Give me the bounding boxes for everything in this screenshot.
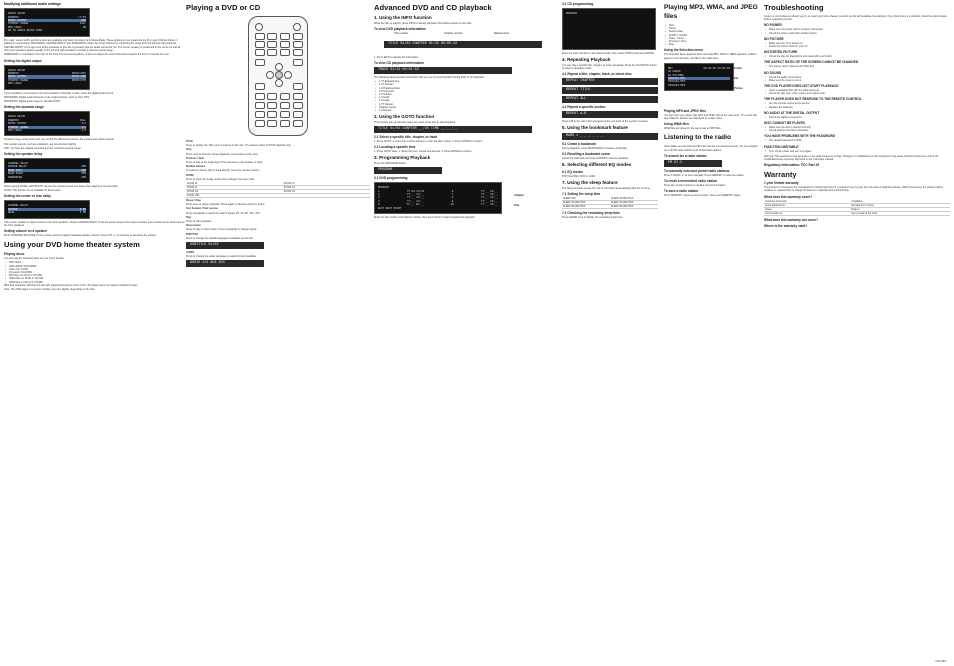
play-button[interactable]: [255, 102, 265, 109]
list-item: • 1-8 Repeat: [374, 109, 562, 112]
list-item: • Check the power outlet with another device.: [764, 32, 950, 35]
list-item: • 1-8 Audio: [374, 96, 562, 99]
trouble-heading: NO AUDIO AT THE DIGITAL OUTPUT: [764, 110, 820, 115]
trouble-heading: THE PLAYER DOES NOT RESPOND TO THE REMOTE CONTROL: [764, 97, 862, 102]
screen-title: MP3 00:00:32 00:03:40: [668, 66, 730, 70]
paragraph: The Sleep function causes the unit to shut down automatically after the set time.: [562, 186, 651, 190]
list-item: • Replace the batteries.: [764, 106, 950, 109]
item-text: Number buttons: [186, 165, 206, 169]
paragraph: Note: Make sure the FM and AM antennas are connected correctly. You can program up to 30 FM radio stations and 10 AM radio stations.: [664, 145, 759, 152]
screen-row: SPDIF OUTPUT RAW: [8, 19, 86, 23]
fast-forward-button[interactable]: [293, 93, 303, 100]
number-button[interactable]: [280, 41, 290, 48]
list-item: • Play: [664, 43, 760, 46]
mp3-screen: [664, 63, 734, 91]
list-item: • The default password is 0000.: [764, 139, 950, 142]
cd-program-screen: [562, 8, 656, 50]
subheading: 7. Using the sleep feature: [562, 180, 618, 186]
screen-title: CHANNEL DELAY: [8, 204, 29, 208]
subheading: To save a radio station: [664, 189, 699, 194]
subheading: Using the Selection menu: [664, 48, 703, 53]
program-row: 1 TT:01 CH:01 6 TT:__ CH:__: [378, 189, 498, 193]
item-text: Play: [186, 215, 192, 219]
item-text: Stop: [186, 148, 192, 152]
menu-button[interactable]: [293, 59, 303, 66]
repeat-osd: REPEAT ALL: [562, 96, 658, 103]
section-title: Troubleshooting: [764, 3, 824, 12]
program-row: 2 TT:__ CH:__ 7 TT:__ CH:__: [378, 193, 498, 197]
subheading: Where is the warranty valid?: [764, 223, 808, 228]
table-row: SLEEP OFF SLEEP 15 MINUTES: [562, 197, 658, 201]
subheading: 2.1 Select a specific title, chapter, or track: [374, 135, 438, 140]
file-row: TRACK01.MP3: [668, 77, 730, 80]
sub-column-mp3: [664, 0, 760, 666]
list-item: • Previous / Next: [664, 40, 760, 43]
screen-title: PROGRAM: [378, 186, 389, 190]
coverage-table: [764, 200, 950, 216]
subheading: To view DVD playback information: [374, 26, 427, 31]
subheading: To search for a radio station: [664, 153, 707, 158]
paragraph: Note: The DVD player's on screen display may vary slightly depending on the disc.: [4, 288, 96, 292]
trouble-heading: DISTORTED PICTURE: [764, 50, 798, 55]
paragraph: Press the number buttons to recall a memorized station.: [664, 184, 726, 188]
list-item: • Stop: [664, 24, 760, 27]
subheading: 2. Using the GOTO function: [374, 114, 435, 120]
title-button[interactable]: [255, 59, 265, 66]
item-text: Press once to pause playback. Press again to advance frame by frame.: [186, 203, 266, 207]
pause-button[interactable]: [267, 102, 277, 109]
paragraph: You can play a specific title, chapter, or track repeatedly. Press the PLAYBACK button to select a repeating mode.: [562, 63, 658, 70]
list-item: • Check the disc type, color system and region code.: [764, 92, 950, 95]
list-item: • MP3 files on CD-R or CD-RW: [4, 274, 186, 277]
section-title: Playing MP3, WMA, and JPEG files: [664, 4, 758, 20]
subheading: What does this warranty cover?: [764, 194, 813, 199]
screen-row: DYNAMIC RANGE 1/2: [8, 125, 86, 129]
dvd-info-figure: [374, 32, 562, 56]
list-item: • Video CD, SVCD: [4, 268, 186, 271]
zoom-table: [186, 182, 370, 198]
paragraph: If your amplifier is connected to the home theater's COAXIAL socket, select the digital audio format.: [4, 91, 114, 95]
column-troubleshooting: [764, 0, 950, 666]
screen-row: CENTER DELAY 0MS: [8, 165, 86, 169]
table-row: ZOOM 1/3 ZOOM 1/4: [186, 190, 370, 194]
list-item: • DVD+R/RW, DVD-R/RW: [4, 265, 186, 268]
list-item: • 1-CH Remain: [374, 90, 562, 93]
dvd-info-osd: TITLE 01/02 CHAPTER 01/25 00:05:42: [384, 41, 542, 48]
file-label: File: [734, 76, 739, 80]
screen-row: REAR RIGHT 0MS: [8, 172, 86, 176]
bookmark-osd: MARK 1 _ _ _ _ _ _: [562, 133, 658, 140]
eq-modes: POP, CLASSIC, ROCK, JAZZ: [562, 175, 596, 178]
title-number-label: Title number: [394, 31, 409, 35]
column-repeat-and-mp3: [562, 0, 760, 666]
list-item: • WMA files on CD-R or CD-RW: [4, 281, 186, 284]
list-item: • 1-8 Subtitle: [374, 93, 562, 96]
nav-left-button[interactable]: [266, 71, 274, 79]
number-button[interactable]: [255, 41, 265, 48]
program-row: 5 TT:__ CH:__ 10 TT:__ CH:__: [378, 203, 498, 207]
sleep-table: [562, 197, 658, 209]
speaker-delay-screen: [4, 158, 90, 183]
paragraph: MP3 files should be 128 kbps bit rate with sampling frequency of 44.1 kHz. The player does not support variable bit rates.: [4, 283, 139, 287]
section-title: Listening to the radio: [664, 134, 732, 142]
screen-row: CENTER 0 MS: [8, 207, 86, 211]
item-text: Press to change the audio language or audio format if available.: [186, 255, 257, 259]
program-row: 4 TT:__ CH:__ 9 TT:__ CH:__: [378, 199, 498, 203]
nav-right-button[interactable]: [284, 71, 292, 79]
screen-row: SPDIF OUTPUT SPDIF/RAW: [8, 75, 86, 79]
item-text: Press once to stop the current playback. Press twice to fully stop.: [186, 152, 259, 156]
item-text: Previous / Next: [186, 156, 205, 160]
goto-button[interactable]: [267, 111, 277, 118]
center-delay-screen: [4, 200, 90, 218]
cd-info-osd: TRACK 01/12 00:01:53: [374, 67, 512, 74]
column-advanced-playback: [374, 0, 562, 666]
list-item: • ZOOM / CLEAR: [664, 34, 760, 37]
item-text: Pause / Step: [186, 199, 201, 203]
nav-up-button[interactable]: [275, 63, 283, 71]
volume-up-button[interactable]: [293, 120, 303, 127]
paragraph: During playback, press BOOKMARK to create a bookmark.: [562, 147, 628, 150]
paragraph: SPDIF/PCM: Digital audio output in standard PCM.: [4, 100, 61, 104]
list-item: • 1-8 Angle: [374, 99, 562, 102]
screen-row: PRO LOGIC: [8, 82, 23, 86]
info-button[interactable]: [293, 83, 303, 90]
file-row: TRACK03.MP3: [668, 83, 686, 87]
screen-footer: GO TO AUDIO SETUP PAGE: [8, 29, 43, 33]
program-row: 3 TT:__ CH:__ 8 TT:__ CH:__: [378, 196, 498, 200]
item-text: Slow motion: [186, 224, 201, 228]
item-text: To select a chapter, title or track directly, press the number buttons.: [186, 169, 261, 173]
table-row: Commercial use Set-up costs of the units: [764, 211, 950, 215]
trouble-heading: YOU HAVE PROBLEMS WITH THE PASSWORD: [764, 134, 836, 139]
screen-title: AUDIO SETUP: [8, 115, 26, 119]
paragraph: You can have your player play MP3 and JPEG files at the same time. The music will play while the pictures are displayed as a slide show.: [664, 113, 758, 121]
column-audio-settings: [4, 0, 186, 666]
list-item: • 1-TT Elapsed time: [374, 80, 562, 83]
trouble-heading: THE ASPECT RATIO OF THE SCREEN CANNOT BE CHANGED: [764, 60, 859, 65]
screen-row: DOWNMIX SPDIF/OFF: [8, 72, 86, 76]
paragraph: If the center speaker is placed closer to the front speakers, choose CENTER DELAY to set the center delay so the sound reaches your position at the same time as the front speakers.: [4, 220, 186, 227]
subheading: 1. Using the INFO function: [374, 15, 432, 20]
paragraph: Press MEMORY, select a preset number, then press MEMORY again.: [664, 194, 742, 198]
subheading: 1 year limited warranty: [764, 181, 799, 186]
file-row: 01 AUDIO: [668, 70, 681, 74]
list-item: • Check the digital connections.: [764, 116, 950, 119]
paragraph: 1. Press GOTO. 2. Press the number buttons to enter the title number. 3. Press ENTER to confirm.: [374, 140, 484, 144]
item-text: Press repeatedly to select the search speed: 2X, 4X, 8X, 16X, 32X.: [186, 211, 261, 215]
trouble-heading: NO SOUND: [764, 70, 782, 75]
list-item: • Open / Close: [664, 37, 760, 40]
trouble-heading: NO PICTURE: [764, 36, 784, 41]
number-button[interactable]: [255, 33, 265, 40]
screen-row: DYNAMIC RANGE SPDIF/PCM: [8, 78, 86, 82]
subheading: 2.2 Locating a specific time: [374, 145, 416, 150]
paragraph: Select among NONE, LEFT/RIGHT, and set the desired sound and delay when playing a surround disc.: [4, 184, 119, 188]
item-text: TITLE: [186, 140, 193, 143]
list-item: • Make sure the mute is not on.: [764, 79, 950, 82]
number-button[interactable]: [255, 49, 265, 56]
paragraph: The following table provides information that you see by pressing INFO during DVD or CD playback:: [374, 76, 485, 79]
list-item: • Make sure the TV is turned on.: [764, 42, 950, 45]
subheading: 7.2 Checking the remaining sleep time: [562, 211, 620, 215]
page-reference: OD-054: [935, 659, 946, 663]
trouble-heading: DISC CANNOT BE PLAYED: [764, 121, 805, 126]
subheading: Setting the dynamic range: [4, 105, 44, 110]
table-row: SLEEP 30 MINUTES SLEEP 45 MINUTES: [562, 201, 658, 205]
open-close-button[interactable]: [293, 23, 301, 31]
paragraph: This function lets you directly select any point of the disc to start playback.: [374, 120, 456, 124]
paragraph: Dynamic range compression lets you control the difference between the loudest and softest sounds.: [4, 138, 115, 142]
file-row: TRACK02.MP3: [668, 80, 686, 84]
paragraph: OFF: You hear the original soundtrack at the recorded dynamic range.: [4, 146, 82, 150]
screen-row: REAR LEFT 0MS: [8, 168, 86, 172]
item-text: Press to play in slow motion. Press repeatedly to change speed.: [186, 228, 258, 232]
screen-row: SUBWOOFER 0MS: [8, 175, 86, 179]
list-item: • DVD Video: [4, 261, 186, 264]
audio-osd: AUDIO 1/2 AC3 2CH: [186, 260, 264, 267]
paragraph: Pro Logic, center width, and dimension are available only when the player is in Movie Mode. These options let you customize the Pro Logic II Movie Mode. In addition to customizing, PANORAMA, CENTER WIDTH, and DIMENSION create the center channel by combining the audio from the left and right channels.: [4, 38, 179, 45]
program-osd: PROGRAM: [374, 167, 442, 174]
stop-button[interactable]: [280, 102, 290, 109]
number-button[interactable]: [267, 33, 277, 40]
screen-row: DOWNMIX LT/RT: [8, 15, 86, 19]
number-button[interactable]: [280, 33, 290, 40]
program-screen: [374, 182, 502, 214]
repeat-osd: REPEAT CHAPTER: [562, 78, 658, 85]
repeat-button[interactable]: [280, 111, 290, 118]
paragraph: NOTE: This function is not available on Mono discs.: [4, 189, 62, 193]
item-text: ZOOM: [186, 173, 194, 177]
slow-button[interactable]: [293, 102, 303, 109]
list-item: • Insert a readable disc with the label facing up.: [764, 89, 950, 92]
audio-setup-screen: [4, 8, 90, 36]
radio-osd: FM 87.5: [664, 160, 722, 167]
next-button[interactable]: [267, 93, 277, 100]
nav-down-button[interactable]: [275, 79, 283, 87]
folder-label: Folder: [734, 66, 742, 70]
list-item: • 1-TT Remain: [374, 83, 562, 86]
paragraph: This product is covered by the manufacturer's limited warranty for a period of one (1) year from the date of original purchase. Within this period, the product will be repaired or replaced free of charge for defects in materials and workmanship.: [764, 186, 944, 193]
section-title: Advanced DVD and CD playback: [374, 3, 492, 12]
paragraph: You can play the following discs on your home theater:: [4, 257, 65, 261]
paragraph: The Selection Menu appears when inserting MP3, WMA or JPEG playback. Folders appear in the left pane, and files in the right pane.: [664, 53, 758, 60]
item-text: Fast forward / Fast reverse: [186, 207, 218, 211]
prev-button[interactable]: [255, 93, 265, 100]
subheading: 4.1 Repeat a title, chapter, track, or whole disc: [562, 72, 632, 77]
paragraph: Press SLEEP once to display the remaining sleep time.: [562, 216, 624, 219]
zoom-button[interactable]: [255, 111, 265, 118]
subheading: 5. Using the bookmark feature: [562, 125, 628, 131]
subheading: 3. Programming Playback: [374, 155, 431, 161]
screen-title: CHANNEL DELAY: [8, 161, 29, 165]
mp3-figure: [664, 61, 760, 107]
list-item: • Make sure the power cord is properly connected.: [764, 28, 950, 31]
program-figure: [374, 182, 562, 214]
screen-title: PROGRAM: [566, 12, 577, 15]
repeat-osd: REPEAT TITLE: [562, 87, 658, 94]
remote-control-illustration: [248, 16, 308, 136]
subheading: Using WMA files: [664, 122, 689, 127]
paragraph: Select the bookmark and press ENTER to resume playback.: [562, 157, 629, 161]
subheading: Setting the digital output: [4, 58, 42, 63]
trouble-heading: THE DVD PLAYER DOES NOT START PLAYBACK: [764, 84, 839, 89]
list-item: • The aspect ratio is fixed on the DVD disc.: [764, 65, 950, 68]
dynamic-range-screen: [4, 111, 90, 136]
subheading: Regulatory Information: FCC Part 15: [764, 163, 820, 168]
subheading: Playing discs: [4, 252, 25, 257]
picture-label: Picture: [734, 86, 743, 90]
screen-footer: EXIT NEXT START: [378, 206, 402, 210]
enter-button[interactable]: [275, 71, 283, 79]
file-row: 02 PICTURE: [668, 73, 684, 77]
section-title: Using your DVD home theater system: [4, 240, 140, 250]
digital-output-screen: [4, 65, 90, 90]
trouble-heading: FUNCTION UNSTABLE: [764, 144, 799, 149]
table-row: ZOOM OFF: [186, 194, 370, 198]
item-text: Press to change the subtitle language if available on the disc.: [186, 236, 254, 240]
paragraph: Enter the track numbers in the desired order, then select START and press ENTER.: [562, 52, 655, 55]
table-row: Setup adjustments Damage from misuse: [764, 203, 950, 207]
volume-down-button[interactable]: [280, 120, 290, 127]
subheading: Setting volume on a speaker: [4, 229, 48, 233]
screen-row: SPDIF OUTPUT 3/4: [8, 122, 86, 126]
number-button[interactable]: [267, 49, 277, 56]
subheading: 3.1 DVD programming: [374, 176, 408, 181]
elapsed-time-label: Elapsed time: [494, 31, 509, 35]
table-row: Abuse Neglect: [764, 207, 950, 211]
item-text: AUDIO: [186, 251, 195, 255]
chapter-label: Chapter: [514, 194, 524, 198]
number-button[interactable]: [267, 41, 277, 48]
paragraph: WMA files are played in the same way as MP3 files.: [664, 127, 722, 131]
paragraph: DIMENSION: Is controlled in the ratio of the front and surround speakers. It lets you adjust the sound field either towards the front or towards the rear.: [4, 53, 170, 57]
subheading: To view CD playback information: [374, 61, 424, 65]
list-item: • 1-CH Elapsed time: [374, 87, 562, 90]
sub-column-repeat: [562, 0, 658, 666]
table-row: ZOOM x4 ZOOM 1/2: [186, 186, 370, 190]
number-button[interactable]: [280, 49, 290, 56]
subheading: Setting the speaker delay: [4, 151, 43, 156]
title-label: Title: [514, 204, 520, 208]
subheading: 4. Repeating Playback: [562, 57, 611, 63]
goto-osd: TITLE 01/02 CHAPTER __/25 TIME __:__:__: [374, 126, 532, 133]
list-item: • Chapter repeat: [374, 106, 562, 109]
mute-button[interactable]: [293, 111, 303, 118]
subheading: To manually scan and preset radio stations: [664, 168, 730, 173]
screen-title: AUDIO SETUP: [8, 68, 26, 72]
subheading: 4.2 Repeat a specific section: [562, 105, 606, 110]
item-text: Press to zoom the image. Each press changes the zoom ratio.: [186, 177, 255, 181]
rewind-button[interactable]: [280, 93, 290, 100]
paragraph: Press CHANNEL BALANCE on the remote control to adjust individual speaker volume. Press VOL +/- to increase or decrease the volume.: [4, 234, 157, 237]
list-item: • Make sure the disc is placed correctly.: [764, 126, 950, 129]
paragraph: While the disc is playing, press INFO to display playback information present on the disc.: [374, 21, 473, 25]
number-button[interactable]: [293, 49, 303, 56]
subtitle-osd: SUBTITLE 01/03: [186, 242, 264, 249]
paragraph: Press TUNING +/- to tune manually. Press MEMORY to save the station.: [664, 173, 745, 177]
screen-row: DOWNMIX FULL: [8, 118, 86, 122]
audio-button[interactable]: [255, 120, 265, 127]
list-item: • Aim the remote control at the sensor.: [764, 102, 950, 105]
paragraph: Press the PROGRAM button.: [374, 162, 407, 166]
paragraph: Under no circumstances should you try to repair your home theater yourself, as this will invalidate the warranty. If you think there is a problem, check the points below before requesting service.: [764, 15, 948, 22]
paragraph: 1. Press GOTO twice. 2. Enter the hour, minute and second. 3. Press ENTER to confirm.: [374, 150, 473, 154]
paragraph: Press A-B at the start point and again at the end point of the section to repeat.: [562, 120, 649, 124]
paragraph: 1. Press INFO to display the information.: [374, 55, 420, 59]
subheading: 5.1 Create a bookmark: [562, 142, 597, 146]
chapter-number-label: Chapter number: [444, 31, 463, 35]
list-item: • 1-TT Repeat: [374, 103, 562, 106]
paragraph: Warning: This equipment may generate or use radio frequency energy. Changes or modifications to this equipment may cause harmful interference unless the modifications are expressly approved in the instruction manual.: [764, 154, 940, 162]
subheading: What does this warranty not cover?: [764, 217, 819, 222]
setup-button[interactable]: [255, 83, 265, 90]
subheading: 5.2 Recalling a bookmark scene: [562, 152, 611, 157]
table-row: SLEEP 60 MINUTES SLEEP 90 MINUTES: [562, 205, 658, 209]
list-item: • CD audio, CD-R/RW: [4, 271, 186, 274]
subheading: 3.2 CD programming: [562, 2, 594, 6]
list-item: • Check the audio connections.: [764, 76, 950, 79]
subheading: Setting the center or rear delay: [4, 194, 51, 199]
list-item: • Check the disc for fingerprints and clean with a soft cloth.: [764, 55, 950, 58]
number-button[interactable]: [293, 33, 303, 40]
item-text: Press to skip to the beginning of the previous or next chapter or track.: [186, 161, 263, 165]
subheading: To recall a memorized radio station: [664, 179, 718, 184]
subheading: 6.1 EQ modes: [562, 170, 584, 174]
table-row: Customer instruction Installation: [764, 200, 950, 204]
subheading: 6. Selecting different EQ modes: [562, 162, 632, 168]
subheading: 7.1 Setting the sleep time: [562, 192, 601, 196]
paragraph: CENTER WIDTH: Pro Logic uses all the speakers to give the impression that the audio surrounds you. The center speaker is positioned to the center so that all three front speakers appear equally to the left and right speakers to create a coherent sound stage.: [4, 46, 181, 53]
warranty-title: Warranty: [764, 170, 797, 180]
list-item: • Select the correct input on your TV.: [764, 45, 950, 48]
subtitle-button[interactable]: [267, 120, 277, 127]
screen-row: REAR 0 MS: [8, 211, 86, 215]
paragraph: Enter the title number and chapter number, then press PLAY to start programmed playback.: [374, 216, 476, 220]
section-title: Playing a DVD or CD: [186, 3, 261, 12]
screen-title: AUDIO SETUP: [8, 12, 26, 16]
list-item: • Pause: [664, 27, 760, 30]
item-text: Press to display the Title menu if present on the disc. The feature works for DVD playback only.: [186, 144, 292, 148]
screen-row: PRO LOGIC ON: [8, 25, 86, 29]
subheading: Playing MP3 and JPEG files: [664, 108, 706, 113]
list-item: • JPEG files on CD-R or CD-RW: [4, 277, 186, 280]
trouble-heading: NO POWER: [764, 23, 782, 28]
item-text: Press to start playback.: [186, 220, 212, 224]
standby-button[interactable]: [255, 23, 263, 31]
paragraph: SPDIF/RAW: Digital audio bitstream in the original format, such as AC3, DTS.: [4, 95, 90, 99]
list-item: • Select folder: [664, 30, 760, 33]
list-item: • Check whether the disc is defective.: [764, 129, 950, 132]
number-button[interactable]: [293, 41, 303, 48]
list-item: • Turn off the power and turn it on again.: [764, 150, 950, 153]
paragraph: ON: Louder sounds, such as explosions, are turned down slightly.: [4, 142, 77, 146]
repeat-ab-osd: REPEAT A-B: [562, 111, 658, 118]
table-row: ZOOM x2 ZOOM x3: [186, 182, 370, 186]
section-heading: Modifying additional audio settings: [4, 2, 61, 6]
screen-row: DYNAMIC RANGE FULL: [8, 22, 86, 26]
item-text: SUBTITLE: [186, 232, 199, 236]
column-playing-dvd: [186, 0, 370, 666]
screen-row: PRO LOGIC 1/4: [8, 128, 86, 132]
